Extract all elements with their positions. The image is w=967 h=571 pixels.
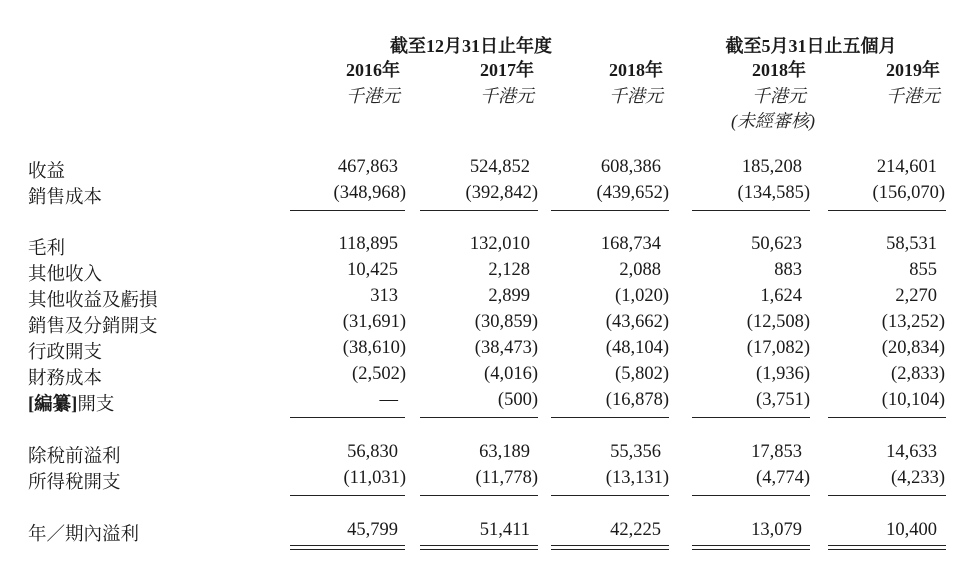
rule-line bbox=[290, 495, 405, 496]
value-cell-2017: 51,411 bbox=[479, 520, 530, 540]
value-cell-2016: (348,968) bbox=[333, 183, 406, 203]
value-cell-2018: 55,356 bbox=[610, 442, 661, 462]
row-label-profit-for-period: 年／期內溢利 bbox=[28, 525, 140, 545]
value-cell-2019-5m: (13,252) bbox=[881, 312, 945, 332]
value-cell-2017: 63,189 bbox=[479, 442, 530, 462]
value-cell-2016: (38,610) bbox=[342, 338, 406, 358]
value-cell-2016: 118,895 bbox=[338, 234, 398, 254]
value-cell-2016: 10,425 bbox=[347, 260, 398, 280]
value-cell-2017: (392,842) bbox=[465, 183, 538, 203]
value-cell-2017: (11,778) bbox=[475, 468, 538, 488]
value-cell-2018-5m: (134,585) bbox=[737, 183, 810, 203]
value-cell-2016: 467,863 bbox=[337, 157, 398, 177]
row-label-cost-of-sales: 銷售成本 bbox=[28, 188, 103, 208]
value-cell-2019-5m: 58,531 bbox=[886, 234, 937, 254]
value-cell-2017: (38,473) bbox=[474, 338, 538, 358]
value-cell-2018-5m: (4,774) bbox=[756, 468, 810, 488]
value-cell-2018-5m: 50,623 bbox=[751, 234, 802, 254]
double-rule-line bbox=[551, 545, 669, 550]
value-cell-2019-5m: (20,834) bbox=[881, 338, 945, 358]
row-label-selling-distribution: 銷售及分銷開支 bbox=[28, 317, 158, 337]
value-cell-2018-5m: 883 bbox=[774, 260, 802, 280]
header-group-year-end: 截至12月31日止年度 bbox=[390, 36, 552, 56]
value-cell-2019-5m: (156,070) bbox=[872, 183, 945, 203]
col-unit-2017: 千港元 bbox=[480, 86, 534, 106]
rule-line bbox=[551, 417, 669, 418]
row-label-profit-before-tax: 除稅前溢利 bbox=[28, 447, 121, 467]
value-cell-2018-5m: 185,208 bbox=[741, 157, 802, 177]
col-unit-2018-five-months: 千港元 bbox=[752, 86, 806, 106]
rule-line bbox=[420, 417, 538, 418]
value-cell-2017: (30,859) bbox=[474, 312, 538, 332]
col-year-2017: 2017年 bbox=[480, 60, 534, 80]
value-cell-2018: (1,020) bbox=[615, 286, 669, 306]
rule-line bbox=[828, 417, 946, 418]
value-cell-2017: 2,899 bbox=[488, 286, 530, 306]
row-label-listing-expenses-rest: 開支 bbox=[77, 395, 115, 415]
value-cell-2016: 313 bbox=[370, 286, 398, 306]
rule-line bbox=[692, 495, 810, 496]
value-cell-2018: 42,225 bbox=[610, 520, 661, 540]
value-cell-2016: — bbox=[379, 390, 398, 410]
value-cell-2019-5m: 2,270 bbox=[895, 286, 937, 306]
value-cell-2017: (500) bbox=[497, 390, 538, 410]
value-cell-2018-5m: (17,082) bbox=[746, 338, 810, 358]
value-cell-2018-5m: 13,079 bbox=[751, 520, 802, 540]
value-cell-2019-5m: (10,104) bbox=[881, 390, 945, 410]
value-cell-2016: 45,799 bbox=[347, 520, 398, 540]
value-cell-2018: 168,734 bbox=[600, 234, 661, 254]
value-cell-2018: 608,386 bbox=[600, 157, 661, 177]
row-label-other-gains-losses: 其他收益及虧損 bbox=[28, 291, 158, 311]
unaudited-note: (未經審核) bbox=[731, 111, 815, 131]
value-cell-2018: (48,104) bbox=[605, 338, 669, 358]
row-label-administrative: 行政開支 bbox=[28, 343, 103, 363]
double-rule-line bbox=[692, 545, 810, 550]
row-label-revenue: 收益 bbox=[28, 162, 66, 182]
value-cell-2018: 2,088 bbox=[619, 260, 661, 280]
value-cell-2016: 56,830 bbox=[347, 442, 398, 462]
value-cell-2018: (43,662) bbox=[605, 312, 669, 332]
value-cell-2018-5m: 17,853 bbox=[751, 442, 802, 462]
value-cell-2017: 2,128 bbox=[488, 260, 530, 280]
value-cell-2017: 132,010 bbox=[469, 234, 530, 254]
value-cell-2019-5m: (2,833) bbox=[891, 364, 945, 384]
col-unit-2019-five-months: 千港元 bbox=[886, 86, 940, 106]
value-cell-2018-5m: (1,936) bbox=[756, 364, 810, 384]
value-cell-2018: (5,802) bbox=[615, 364, 669, 384]
value-cell-2018: (16,878) bbox=[605, 390, 669, 410]
rule-line bbox=[828, 495, 946, 496]
double-rule-line bbox=[290, 545, 405, 550]
double-rule-line bbox=[828, 545, 946, 550]
rule-line bbox=[828, 210, 946, 211]
header-group-five-months: 截至5月31日止五個月 bbox=[725, 36, 897, 56]
rule-line bbox=[692, 210, 810, 211]
value-cell-2019-5m: (4,233) bbox=[891, 468, 945, 488]
col-year-2018: 2018年 bbox=[609, 60, 663, 80]
rule-line bbox=[290, 210, 405, 211]
value-cell-2019-5m: 855 bbox=[909, 260, 937, 280]
rule-line bbox=[551, 210, 669, 211]
value-cell-2017: (4,016) bbox=[484, 364, 538, 384]
value-cell-2016: (11,031) bbox=[343, 468, 406, 488]
value-cell-2017: 524,852 bbox=[469, 157, 530, 177]
value-cell-2018-5m: (3,751) bbox=[756, 390, 810, 410]
rule-line bbox=[290, 417, 405, 418]
value-cell-2016: (31,691) bbox=[342, 312, 406, 332]
value-cell-2018-5m: 1,624 bbox=[760, 286, 802, 306]
value-cell-2019-5m: 214,601 bbox=[876, 157, 937, 177]
rule-line bbox=[420, 210, 538, 211]
value-cell-2019-5m: 10,400 bbox=[886, 520, 937, 540]
double-rule-line bbox=[420, 545, 538, 550]
col-unit-2016: 千港元 bbox=[346, 86, 400, 106]
col-year-2019-five-months: 2019年 bbox=[886, 60, 940, 80]
value-cell-2019-5m: 14,633 bbox=[886, 442, 937, 462]
row-label-income-tax: 所得稅開支 bbox=[28, 473, 121, 493]
row-label-other-income: 其他收入 bbox=[28, 265, 103, 285]
col-unit-2018: 千港元 bbox=[609, 86, 663, 106]
value-cell-2018-5m: (12,508) bbox=[746, 312, 810, 332]
rule-line bbox=[692, 417, 810, 418]
redacted-bracket-text: [編纂] bbox=[28, 395, 78, 415]
value-cell-2018: (439,652) bbox=[596, 183, 669, 203]
rule-line bbox=[551, 495, 669, 496]
rule-line bbox=[420, 495, 538, 496]
row-label-finance-costs: 財務成本 bbox=[28, 369, 103, 389]
col-year-2016: 2016年 bbox=[346, 60, 400, 80]
value-cell-2018: (13,131) bbox=[605, 468, 669, 488]
value-cell-2016: (2,502) bbox=[352, 364, 406, 384]
row-label-listing-expenses bbox=[28, 390, 114, 416]
col-year-2018-five-months: 2018年 bbox=[752, 60, 806, 80]
row-label-gross-profit: 毛利 bbox=[28, 239, 66, 259]
